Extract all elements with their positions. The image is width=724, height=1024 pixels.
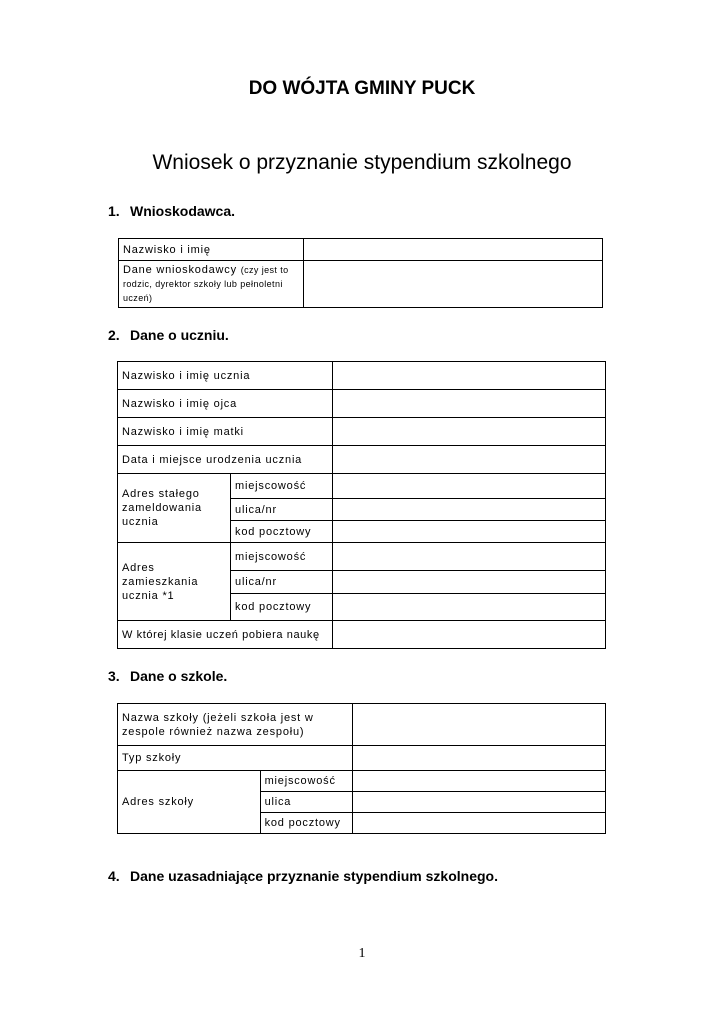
page-number: 1 [358,946,366,961]
document-subtitle: Wniosek o przyznanie stypendium szkolnego [152,151,572,174]
birth-label: Data i miejsce urodzenia ucznia [118,446,333,474]
permanent-postal-field[interactable] [333,521,606,543]
school-postal-label: kod pocztowy [260,813,352,834]
section-1-number: 1. [108,203,120,219]
residence-address-label: Adres zamieszkania ucznia *1 [118,543,231,621]
school-table [117,703,606,834]
residence-city-field[interactable] [333,543,606,571]
permanent-address-label: Adres stałego zameldowania ucznia [118,474,231,543]
permanent-city-label: miejscowość [231,474,333,499]
grade-label: W której klasie uczeń pobiera naukę [118,621,333,649]
section-1-title: Wnioskodawca. [130,203,236,219]
birth-field[interactable] [333,446,606,474]
school-address-label: Adres szkoły [118,771,261,834]
residence-street-label: ulica/nr [231,571,333,594]
school-name-field[interactable] [353,704,606,746]
school-name-label: Nazwa szkoły (jeżeli szkoła jest w zespole również nazwa zespołu) [118,704,353,746]
section-3-number: 3. [108,668,120,684]
section-3-title: Dane o szkole. [130,668,228,684]
permanent-city-field[interactable] [333,474,606,499]
mother-name-field[interactable] [333,418,606,446]
permanent-street-label: ulica/nr [231,499,333,521]
document-title: DO WÓJTA GMINY PUCK [248,78,476,99]
school-city-field[interactable] [353,771,606,792]
father-name-label: Nazwisko i imię ojca [118,390,333,418]
residence-city-label: miejscowość [231,543,333,571]
section-2-heading [108,327,229,343]
permanent-postal-label: kod pocztowy [231,521,333,543]
school-postal-field[interactable] [353,813,606,834]
school-type-field[interactable] [353,746,606,771]
student-table [117,361,606,649]
applicant-data-field[interactable] [304,261,603,308]
residence-street-field[interactable] [333,571,606,594]
applicant-table [118,238,603,308]
applicant-data-label-text: Dane wnioskodawcy [123,264,237,276]
applicant-data-label [119,261,304,308]
grade-field[interactable] [333,621,606,649]
section-4-title: Dane uzasadniające przyznanie stypendium szkolnego. [130,868,498,884]
school-type-label: Typ szkoły [118,746,353,771]
section-4-number: 4. [108,868,120,884]
applicant-data-note: (czy jest to rodzic, dyrektor szkoły lub pełnoletni uczeń) [123,265,289,303]
residence-postal-label: kod pocztowy [231,594,333,621]
permanent-street-field[interactable] [333,499,606,521]
section-2-title: Dane o uczniu. [130,327,229,343]
school-street-label: ulica [260,792,352,813]
student-name-label: Nazwisko i imię ucznia [118,362,333,390]
father-name-field[interactable] [333,390,606,418]
applicant-name-field[interactable] [304,239,603,261]
school-street-field[interactable] [353,792,606,813]
student-name-field[interactable] [333,362,606,390]
mother-name-label: Nazwisko i imię matki [118,418,333,446]
applicant-name-label: Nazwisko i imię [119,239,304,261]
residence-postal-field[interactable] [333,594,606,621]
section-2-number: 2. [108,327,120,343]
section-3-heading [108,668,227,684]
section-1-heading [108,203,235,219]
section-4-heading [108,868,498,884]
school-city-label: miejscowość [260,771,352,792]
